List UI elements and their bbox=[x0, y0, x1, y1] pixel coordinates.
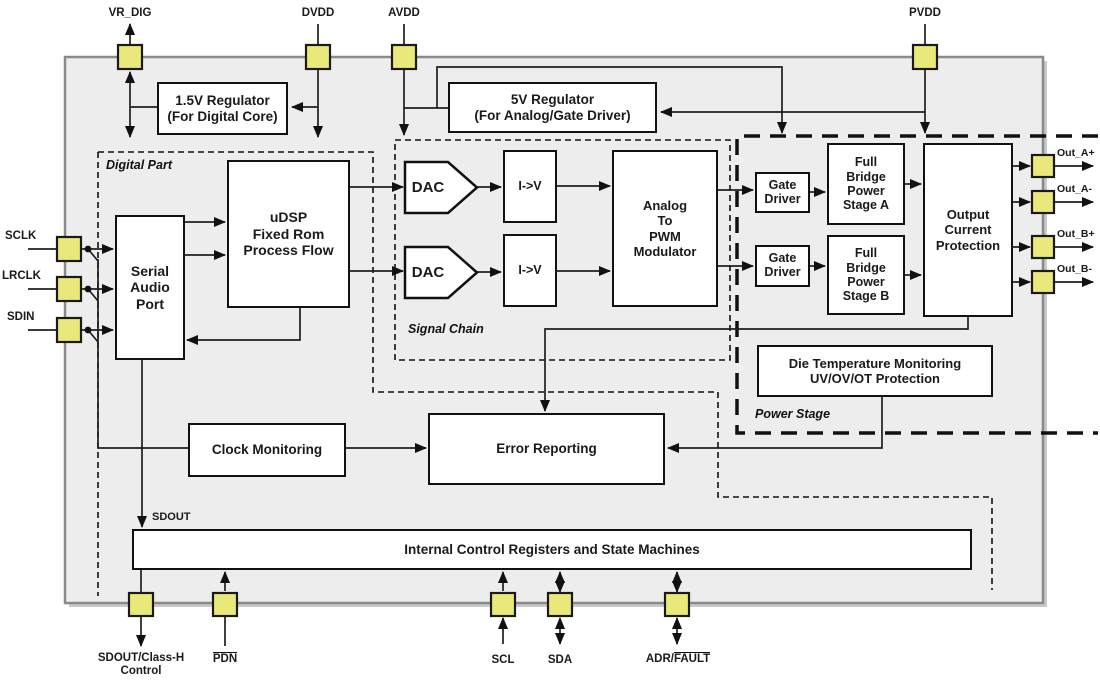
block-clock-monitoring: Clock Monitoring bbox=[188, 423, 346, 477]
pad-sclk bbox=[57, 237, 81, 261]
pad-out-b-plus bbox=[1032, 236, 1054, 258]
pin-label-out-a-plus: Out_A+ bbox=[1057, 147, 1095, 159]
pin-label-vr-dig: VR_DIG bbox=[108, 7, 152, 19]
region-label-power-stage: Power Stage bbox=[755, 407, 831, 421]
pad-avdd bbox=[392, 45, 416, 69]
block-full-bridge-a: Full Bridge Power Stage A bbox=[827, 143, 905, 225]
pin-label-out-b-plus: Out_B+ bbox=[1057, 228, 1095, 240]
pad-pvdd bbox=[913, 45, 937, 69]
pad-sda bbox=[548, 593, 572, 616]
block-error-reporting: Error Reporting bbox=[428, 413, 665, 485]
block-control-registers: Internal Control Registers and State Machines bbox=[132, 529, 972, 570]
pin-label-out-a-minus: Out_A- bbox=[1057, 183, 1092, 195]
block-full-bridge-b: Full Bridge Power Stage B bbox=[827, 235, 905, 315]
block-5v-regulator: 5V Regulator (For Analog/Gate Driver) bbox=[448, 82, 657, 133]
pin-label-sdin: SDIN bbox=[7, 311, 35, 323]
pin-label-pdn: PDN bbox=[212, 653, 238, 665]
block-gate-driver-b: Gate Driver bbox=[755, 245, 810, 287]
block-serial-audio-port: Serial Audio Port bbox=[115, 215, 185, 360]
block-1v5-regulator: 1.5V Regulator (For Digital Core) bbox=[157, 82, 288, 135]
block-iv-a: I->V bbox=[503, 150, 557, 223]
pin-label-sda: SDA bbox=[547, 654, 573, 666]
pad-out-a-plus bbox=[1032, 155, 1054, 177]
block-die-temp-monitoring: Die Temperature Monitoring UV/OV/OT Protection bbox=[757, 345, 993, 397]
net-label-sdout: SDOUT bbox=[152, 511, 191, 523]
block-dac-b-label: DAC bbox=[411, 264, 445, 281]
pad-dvdd bbox=[306, 45, 330, 69]
region-label-signal-chain: Signal Chain bbox=[408, 322, 484, 336]
pin-label-adr-fault: ADR/FAULT bbox=[645, 653, 711, 665]
block-udsp: uDSP Fixed Rom Process Flow bbox=[227, 160, 350, 308]
pad-sdout-classh bbox=[129, 593, 153, 616]
pin-label-lrclk: LRCLK bbox=[2, 270, 41, 282]
block-gate-driver-a: Gate Driver bbox=[755, 172, 810, 213]
block-analog-to-pwm-modulator: Analog To PWM Modulator bbox=[612, 150, 718, 307]
pin-label-scl: SCL bbox=[491, 654, 515, 666]
pin-label-sclk: SCLK bbox=[5, 230, 37, 242]
pin-label-avdd: AVDD bbox=[388, 7, 420, 19]
pad-adr-fault bbox=[665, 593, 689, 616]
pad-pdn bbox=[213, 593, 237, 616]
pin-label-pvdd: PVDD bbox=[909, 7, 941, 19]
pad-sdin bbox=[57, 318, 81, 342]
region-label-digital-part: Digital Part bbox=[106, 158, 172, 172]
pin-label-out-b-minus: Out_B- bbox=[1057, 263, 1092, 275]
pad-out-b-minus bbox=[1032, 271, 1054, 293]
block-iv-b: I->V bbox=[503, 234, 557, 307]
pad-lrclk bbox=[57, 277, 81, 301]
pin-label-sdout-classh: SDOUT/Class-H Control bbox=[97, 652, 185, 678]
block-dac-a-label: DAC bbox=[411, 179, 445, 196]
pin-label-dvdd: DVDD bbox=[301, 7, 335, 19]
block-output-current-protection: Output Current Protection bbox=[923, 143, 1013, 317]
chip-body bbox=[65, 57, 1043, 603]
pad-scl bbox=[491, 593, 515, 616]
pad-out-a-minus bbox=[1032, 191, 1054, 213]
pad-vr-dig bbox=[118, 45, 142, 69]
